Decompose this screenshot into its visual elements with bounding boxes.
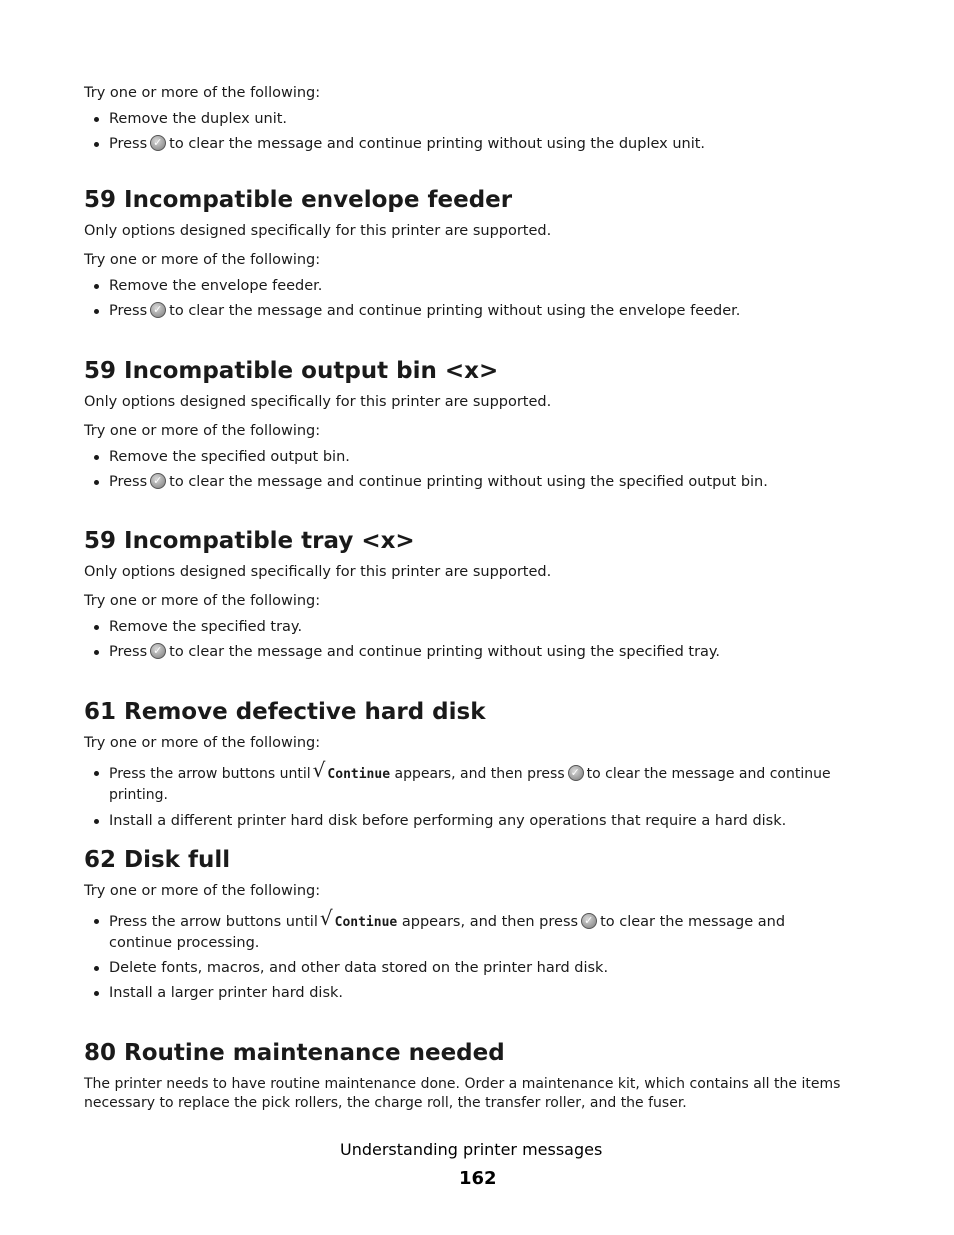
section-lead: Try one or more of the following: [84,735,321,751]
list-item: Press the arrow buttons until √ Continue appears, and then press✓ to clear the message and continue processing. [84,911,849,953]
section-lead: Try one or more of the following: [84,883,321,899]
list-item: Press✓ to clear the message and continue printing without using the specified tray. [84,642,884,662]
section-description: The printer needs to have routine maintenance done. Order a maintenance kit, which contains all the items necessary to replace the pick rollers, the charge roll, the transfer roller, and the fuser. [84,1076,841,1111]
list-item: Remove the specified output bin. [84,447,884,467]
list-item: Install a different printer hard disk before performing any operations that require a hard disk. [84,811,884,831]
section-output-bin [84,357,884,492]
intro-block [84,84,705,154]
list-item: Delete fonts, macros, and other data stored on the printer hard disk. [84,958,884,978]
list-item: Remove the duplex unit. [84,109,705,129]
section-envelope-feeder [84,186,884,321]
intro-lead: Try one or more of the following: [84,85,321,101]
section-heading: 61 Remove defective hard disk [84,699,486,725]
section-list [84,276,884,321]
list-item: Press✓ to clear the message and continue printing without using the duplex unit. [84,134,705,154]
section-lead: Try one or more of the following: [84,593,321,609]
list-item: Press the arrow buttons until √ Continue appears, and then press✓ to clear the message and continue printing. [84,763,884,805]
section-description: Only options designed specifically for this printer are supported. [84,223,552,239]
section-heading: 80 Routine maintenance needed [84,1040,505,1066]
section-description: Only options designed specifically for this printer are supported. [84,564,552,580]
list-item: Remove the envelope feeder. [84,276,884,296]
list-item: Press✓ to clear the message and continue printing without using the specified output bin. [84,472,884,492]
section-lead: Try one or more of the following: [84,252,321,268]
section-description: Only options designed specifically for this printer are supported. [84,394,552,410]
section-list [84,906,884,1003]
select-button-icon [581,913,597,929]
select-button-icon [150,302,166,318]
section-heading: 59 Incompatible output bin <x> [84,358,499,384]
continue-code: Continue [327,767,391,782]
select-button-icon [568,765,584,781]
checkmark-icon: √ [312,758,326,782]
section-defective-disk [84,698,884,831]
section-list [84,617,884,662]
section-heading: 59 Incompatible tray <x> [84,528,415,554]
section-list [84,447,884,492]
list-item: Remove the specified tray. [84,617,884,637]
section-heading: 62 Disk full [84,847,231,873]
footer-chapter: Understanding printer messages [340,1140,603,1159]
section-heading: 59 Incompatible envelope feeder [84,187,513,213]
list-item: Press✓ to clear the message and continue printing without using the envelope feeder. [84,301,884,321]
section-maintenance [84,1039,884,1113]
list-item: Install a larger printer hard disk. [84,983,884,1003]
intro-list [84,109,705,154]
section-list [84,758,884,831]
checkmark-icon: √ [319,906,333,930]
select-button-icon [150,135,166,151]
continue-code: Continue [334,915,398,930]
select-button-icon [150,473,166,489]
select-button-icon [150,643,166,659]
section-lead: Try one or more of the following: [84,423,321,439]
section-tray [84,527,884,662]
section-disk-full [84,846,884,1003]
page-number: 162 [459,1168,497,1189]
